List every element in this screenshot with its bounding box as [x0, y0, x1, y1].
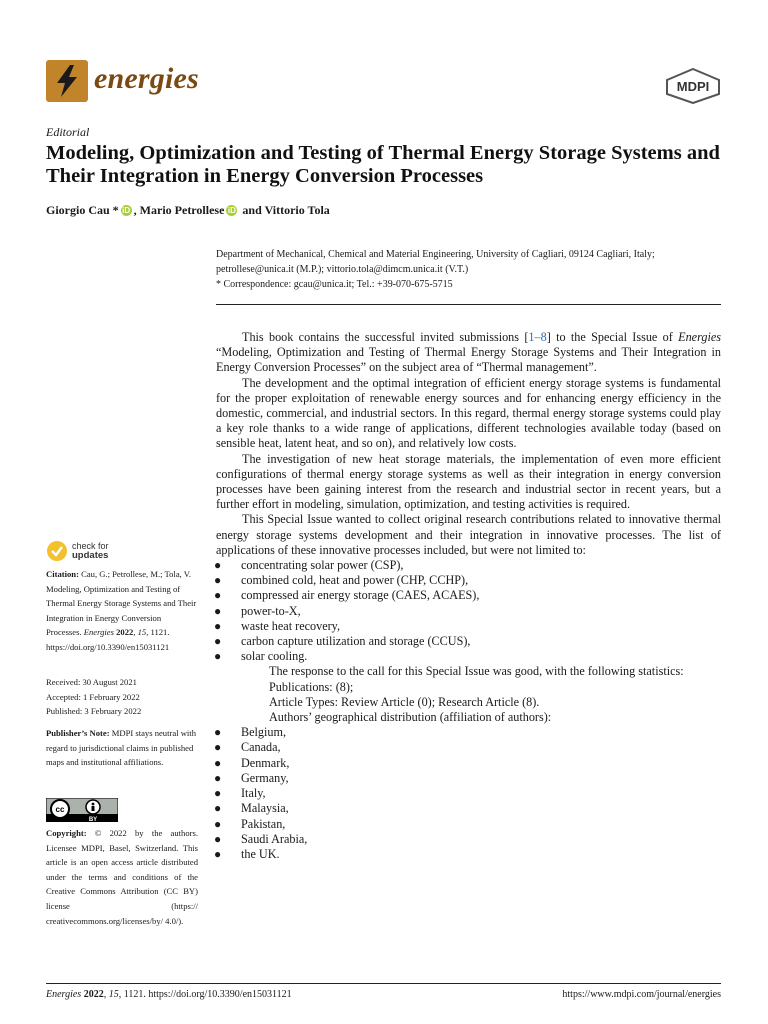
- journal-logo: [46, 60, 88, 102]
- lightning-icon: [46, 60, 88, 102]
- list-item: ● Saudi Arabia,: [214, 831, 308, 846]
- footer-divider: [46, 983, 721, 984]
- journal-name: energies: [94, 62, 199, 95]
- divider: [216, 304, 721, 305]
- svg-text:cc: cc: [55, 805, 65, 814]
- paragraph: This Special Issue wanted to collect original research contributions related to innovative thermal energy storage systems development and their integration in innovative processes. The list of applications of these innovative processes included, but were not limited to:: [216, 512, 721, 557]
- list-item: ● Germany,: [214, 770, 289, 785]
- list-item: ● combined cold, heat and power (CHP, CCHP),: [214, 573, 469, 588]
- reference-link[interactable]: 1–8: [528, 330, 547, 344]
- author-name[interactable]: Mario Petrollese: [139, 203, 225, 217]
- paragraph: This book contains the successful invited submissions [1–8] to the Special Issue of Energies “Modeling, Optimization and Testing of Thermal Energy Storage Systems and Their Integration in Energy Conversion Processes” on the subject area of “Thermal management”.: [216, 330, 721, 375]
- list-item: ● power-to-X,: [214, 603, 301, 618]
- list-item: ● Canada,: [214, 740, 281, 755]
- svg-text:BY: BY: [88, 817, 98, 822]
- article-body: [216, 330, 721, 862]
- list-item: ● carbon capture utilization and storage (CCUS),: [214, 634, 471, 649]
- author-name[interactable]: Giorgio Cau: [46, 203, 110, 217]
- check-updates-icon: [46, 540, 68, 562]
- author-list: Giorgio Cau * iD , Mario Petrollese iD and Vittorio Tola: [46, 203, 330, 217]
- paragraph: The investigation of new heat storage materials, the implementation of even more efficient configurations of thermal energy storage systems as well as their integration in energy conversion processes have been gaining interest from the research and industrial sector in recent years, but a further effort in modeling, simulation, optimization, and testing activities is required.: [216, 451, 721, 512]
- cc-by-license-icon[interactable]: [46, 798, 118, 822]
- orcid-icon[interactable]: iD: [227, 206, 236, 215]
- article-title: Modeling, Optimization and Testing of Thermal Energy Storage Systems and Their Integration in Energy Conversion Processes: [46, 142, 720, 187]
- list-item: ● waste heat recovery,: [214, 618, 341, 633]
- affiliation: Department of Mechanical, Chemical and Material Engineering, University of Cagliari, 09124 Cagliari, Italy; petrollese@unica.it (M.P.); vittorio.tola@dimcm.unica.it (V.T.) * Correspondence: gcau@unica.it; Tel.: +39-070-675-5715: [216, 247, 721, 292]
- list-item: ● solar cooling.: [214, 649, 308, 664]
- publisher-name: MDPI: [676, 79, 710, 94]
- footer-journal-url[interactable]: https://www.mdpi.com/journal/energies: [562, 989, 721, 1000]
- footer-citation: Energies 2022, 15, 1121. https://doi.org/10.3390/en15031121: [46, 989, 292, 1000]
- list-item: ● Denmark,: [214, 755, 290, 770]
- list-item: ● Belgium,: [214, 725, 287, 740]
- author-name[interactable]: Vittorio Tola: [264, 203, 330, 217]
- publisher-note: Publisher’s Note: MDPI stays neutral with regard to jurisdictional claims in published maps and institutional affiliations.: [46, 728, 196, 768]
- list-item: ● Pakistan,: [214, 816, 286, 831]
- response-statistics: The response to the call for this Special Issue was good, with the following statistics: Publications: (8); Article Types: Review Article (0); Research Article (8). Authors’ geographical distribution (affiliation of authors):: [269, 664, 684, 725]
- list-item: ● concentrating solar power (CSP),: [214, 558, 404, 573]
- applications-list: [216, 558, 721, 664]
- list-item: ● Malaysia,: [214, 801, 289, 816]
- article-type: Editorial: [46, 125, 90, 139]
- countries-list: [216, 725, 721, 862]
- list-item: ● Italy,: [214, 786, 266, 801]
- dates: Received: 30 August 2021 Accepted: 1 February 2022 Published: 3 February 2022: [46, 677, 142, 717]
- copyright: Copyright: © 2022 by the authors. Licensee MDPI, Basel, Switzerland. This article is an open access article distributed under the terms and conditions of the Creative Commons Attribution (CC BY) license (https:// creativecommons.org/licenses/by/ 4.0/).: [46, 828, 198, 926]
- citation: Citation: Cau, G.; Petrollese, M.; Tola, V. Modeling, Optimization and Testing of Thermal Energy Storage Systems and Their Integration in Energy Conversion Processes. Energies 2022, 15, 1121. https://doi.org/10.3390/en15031121: [46, 569, 197, 652]
- orcid-icon[interactable]: iD: [122, 206, 131, 215]
- list-item: ● the UK.: [214, 846, 280, 861]
- check-for-updates-button[interactable]: check for updates: [46, 540, 109, 562]
- list-item: ● compressed air energy storage (CAES, ACAES),: [214, 588, 480, 603]
- paragraph: The development and the optimal integration of efficient energy storage systems is fundamental for the proper exploitation of renewable energy sources and for enhancing energy efficiency in the domestic, commercial, and industrial sectors. In this regard, thermal energy storage systems could play a key role thanks to a wide range of applications, different technologies available today (based on sensible heat, latent heat, and so on), and relatively low costs.: [216, 375, 721, 451]
- correspondence: * Correspondence: gcau@unica.it; Tel.: +39-070-675-5715: [216, 279, 453, 290]
- mdpi-logo: [664, 68, 722, 104]
